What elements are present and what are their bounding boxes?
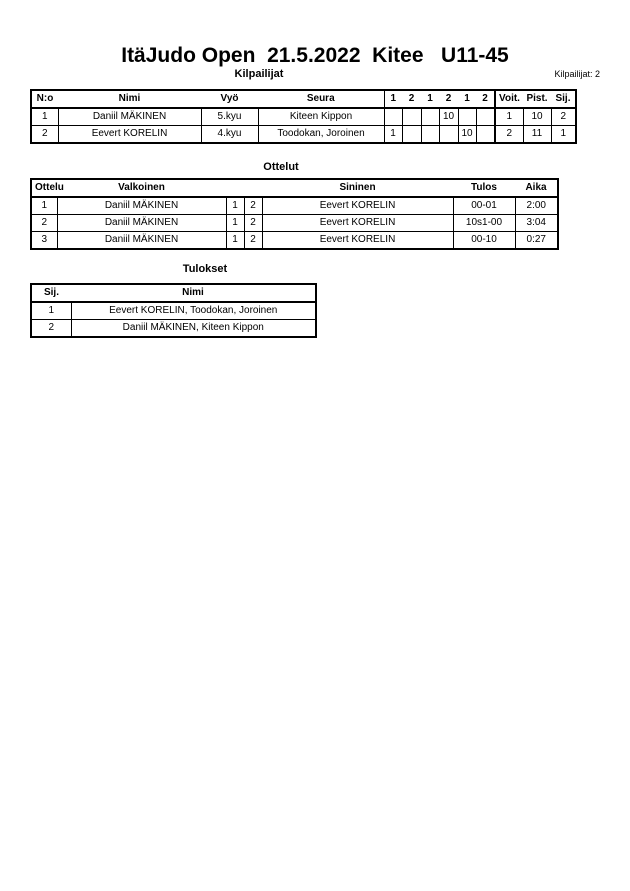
competitor-wins: 2 xyxy=(495,126,523,144)
col-header-round-4: 2 xyxy=(439,90,458,108)
match-result: 10s1-00 xyxy=(453,215,515,232)
col-header-blue: Sininen xyxy=(262,179,453,197)
document-title: ItäJudo Open 21.5.2022 Kitee U11-45 xyxy=(121,44,509,67)
result-row xyxy=(31,320,316,338)
competitor-club: Kiteen Kippon xyxy=(258,108,384,126)
white-competitor-no: 1 xyxy=(226,215,244,232)
competitor-points: 10 xyxy=(523,108,551,126)
blue-competitor: Eevert KORELIN xyxy=(262,215,453,232)
score-cell xyxy=(476,108,495,126)
col-header-blue-no xyxy=(244,179,262,197)
result-name: Daniil MÄKINEN, Kiteen Kippon xyxy=(71,320,316,338)
competitor-points: 11 xyxy=(523,126,551,144)
competitor-no: 1 xyxy=(31,108,58,126)
match-no: 2 xyxy=(31,215,57,232)
score-cell xyxy=(439,126,458,144)
score-cell: 1 xyxy=(384,126,402,144)
result-name: Eevert KORELIN, Toodokan, Joroinen xyxy=(71,302,316,320)
competitor-club: Toodokan, Joroinen xyxy=(258,126,384,144)
competitor-belt: 4.kyu xyxy=(201,126,258,144)
competitor-place: 1 xyxy=(551,126,576,144)
blue-competitor: Eevert KORELIN xyxy=(262,232,453,250)
match-time: 0:27 xyxy=(515,232,558,250)
competitor-place: 2 xyxy=(551,108,576,126)
col-header-place: Sij. xyxy=(31,284,71,302)
col-header-belt: Vyö xyxy=(201,90,258,108)
col-header-match: Ottelu xyxy=(31,179,57,197)
match-row xyxy=(31,197,558,215)
col-header-no: N:o xyxy=(31,90,58,108)
competitor-row xyxy=(31,126,576,144)
results-section-title: Tulokset xyxy=(182,263,228,275)
score-cell xyxy=(476,126,495,144)
competitors-table xyxy=(30,89,577,144)
competitor-name: Eevert KORELIN xyxy=(58,126,201,144)
score-cell xyxy=(402,126,421,144)
white-competitor-no: 1 xyxy=(226,232,244,250)
score-cell xyxy=(458,108,476,126)
match-result: 00-10 xyxy=(453,232,515,250)
match-time: 2:00 xyxy=(515,197,558,215)
match-row xyxy=(31,232,558,250)
blue-competitor-no: 2 xyxy=(244,197,262,215)
match-no: 3 xyxy=(31,232,57,250)
competitors-section-title: Kilpailijat xyxy=(234,68,284,80)
match-no: 1 xyxy=(31,197,57,215)
col-header-round-5: 1 xyxy=(458,90,476,108)
col-header-time: Aika xyxy=(515,179,558,197)
col-header-wins: Voit. xyxy=(495,90,523,108)
competitor-count-label: Kilpailijat: 2 xyxy=(554,69,600,79)
result-place: 1 xyxy=(31,302,71,320)
col-header-round-1: 1 xyxy=(384,90,402,108)
result-place: 2 xyxy=(31,320,71,338)
col-header-round-2: 2 xyxy=(402,90,421,108)
result-row xyxy=(31,302,316,320)
blue-competitor-no: 2 xyxy=(244,215,262,232)
results-header-row xyxy=(31,284,316,302)
white-competitor: Daniil MÄKINEN xyxy=(57,232,226,250)
match-time: 3:04 xyxy=(515,215,558,232)
col-header-points: Pist. xyxy=(523,90,551,108)
score-cell xyxy=(421,108,439,126)
results-table xyxy=(30,283,317,338)
blue-competitor: Eevert KORELIN xyxy=(262,197,453,215)
match-result: 00-01 xyxy=(453,197,515,215)
white-competitor-no: 1 xyxy=(226,197,244,215)
col-header-round-3: 1 xyxy=(421,90,439,108)
matches-table xyxy=(30,178,559,250)
matches-section-title: Ottelut xyxy=(263,161,299,173)
score-cell: 10 xyxy=(458,126,476,144)
col-header-club: Seura xyxy=(258,90,384,108)
col-header-round-6: 2 xyxy=(476,90,495,108)
score-cell: 10 xyxy=(439,108,458,126)
score-cell xyxy=(402,108,421,126)
competitor-wins: 1 xyxy=(495,108,523,126)
white-competitor: Daniil MÄKINEN xyxy=(57,197,226,215)
col-header-result: Tulos xyxy=(453,179,515,197)
competitor-row xyxy=(31,108,576,126)
blue-competitor-no: 2 xyxy=(244,232,262,250)
match-row xyxy=(31,215,558,232)
matches-header-row xyxy=(31,179,558,197)
col-header-name: Nimi xyxy=(71,284,316,302)
competitors-header-row xyxy=(31,90,576,108)
col-header-white: Valkoinen xyxy=(57,179,226,197)
white-competitor: Daniil MÄKINEN xyxy=(57,215,226,232)
col-header-white-no xyxy=(226,179,244,197)
competitor-belt: 5.kyu xyxy=(201,108,258,126)
col-header-place: Sij. xyxy=(551,90,576,108)
score-cell xyxy=(384,108,402,126)
score-cell xyxy=(421,126,439,144)
competitor-name: Daniil MÄKINEN xyxy=(58,108,201,126)
col-header-name: Nimi xyxy=(58,90,201,108)
competitor-no: 2 xyxy=(31,126,58,144)
